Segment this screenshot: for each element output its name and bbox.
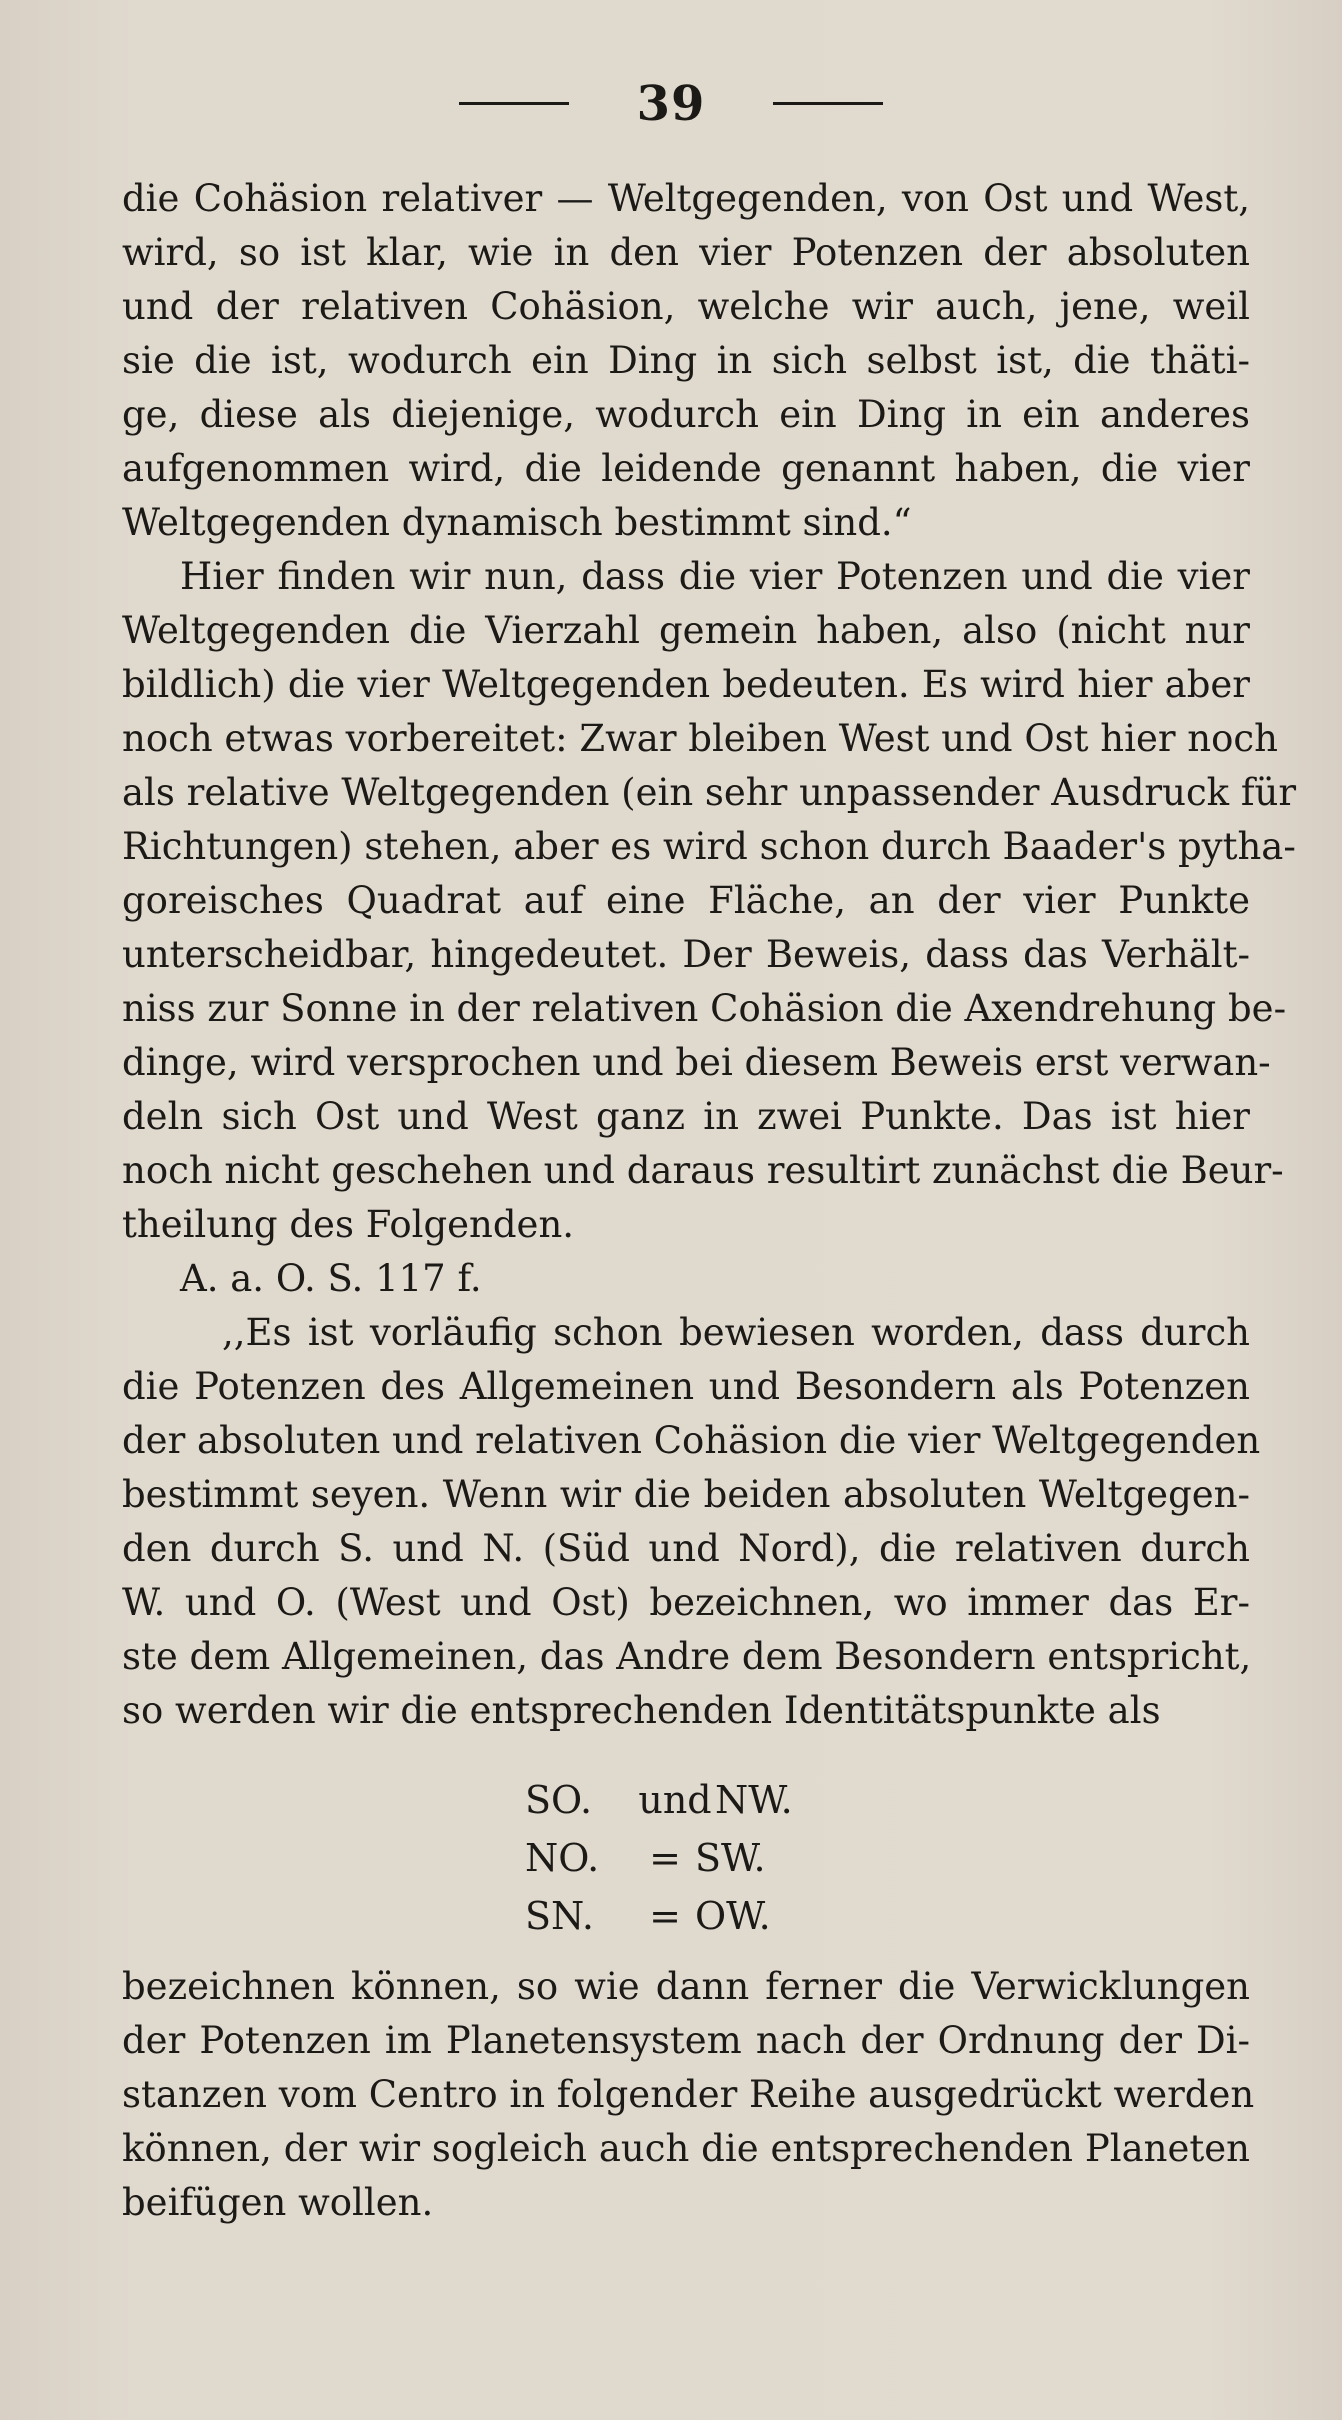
text-line: ste dem Allgemeinen, das Andre dem Besondern entspricht, xyxy=(122,1635,1252,1678)
header-rule-right xyxy=(773,102,883,105)
formula-right: OW. xyxy=(695,1894,771,1938)
text-line: beifügen wollen. xyxy=(122,2181,434,2224)
text-line: W. und O. (West und Ost) bezeichnen, wo immer das Er- xyxy=(122,1581,1250,1624)
text-line: niss zur Sonne in der relativen Cohäsion die Axendrehung be- xyxy=(122,987,1287,1030)
text-line: die Cohäsion relativer — Weltgegenden, von Ost und West, xyxy=(122,177,1250,220)
text-line: ,,Es ist vorläufig schon bewiesen worden, dass durch xyxy=(222,1311,1250,1354)
paragraph-commentary xyxy=(122,550,1297,1252)
formula-mid: = xyxy=(649,1836,681,1880)
text-line: noch nicht geschehen und daraus resultirt zunächst die Beur- xyxy=(122,1149,1284,1192)
text-line: als relative Weltgegenden (ein sehr unpassender Ausdruck für xyxy=(122,771,1297,814)
text-line: dinge, wird versprochen und bei diesem Beweis erst verwan- xyxy=(122,1041,1271,1084)
formula-mid: = xyxy=(649,1894,681,1938)
text-line: Weltgegenden dynamisch bestimmt sind.“ xyxy=(122,501,912,544)
text-line: Richtungen) stehen, aber es wird schon durch Baader's pytha- xyxy=(122,825,1296,868)
formula-right: SW. xyxy=(695,1836,766,1880)
text-line: Weltgegenden die Vierzahl gemein haben, also (nicht nur xyxy=(122,609,1250,652)
citation-text: A. a. O. S. 117 f. xyxy=(180,1257,482,1300)
text-line: wird, so ist klar, wie in den vier Potenzen der absoluten xyxy=(122,231,1250,274)
text-line: bildlich) die vier Weltgegenden bedeuten. Es wird hier aber xyxy=(122,663,1250,706)
formula-row xyxy=(525,1771,793,1829)
citation xyxy=(122,1252,1250,1306)
text-line: die Potenzen des Allgemeinen und Besondern als Potenzen xyxy=(122,1365,1250,1408)
text-line: der absoluten und relativen Cohäsion die vier Weltgegenden xyxy=(122,1419,1261,1462)
text-line: aufgenommen wird, die leidende genannt haben, die vier xyxy=(122,447,1250,490)
page-number: 39 xyxy=(636,75,706,132)
paragraph-quote xyxy=(122,1306,1261,1738)
text-line: theilung des Folgenden. xyxy=(122,1203,575,1246)
text-line: deln sich Ost und West ganz in zwei Punkte. Das ist hier xyxy=(122,1095,1250,1138)
formula-row xyxy=(525,1887,793,1945)
text-line: den durch S. und N. (Süd und Nord), die relativen durch xyxy=(122,1527,1250,1570)
text-line: goreisches Quadrat auf eine Fläche, an der vier Punkte xyxy=(122,879,1250,922)
paragraph-quote-end xyxy=(122,172,1250,550)
formula-left: SO. xyxy=(525,1778,593,1822)
page-header xyxy=(0,72,1342,132)
formula-row xyxy=(525,1829,793,1887)
formula-left: NO. xyxy=(525,1836,600,1880)
identity-points-table xyxy=(525,1771,793,1945)
text-line: können, der wir sogleich auch die entsprechenden Planeten xyxy=(122,2127,1250,2170)
paragraph-continuation xyxy=(122,1960,1255,2230)
text-line: Hier finden wir nun, dass die vier Potenzen und die vier xyxy=(180,555,1250,598)
formula-mid: und xyxy=(638,1778,712,1822)
text-line: stanzen vom Centro in folgender Reihe ausgedrückt werden xyxy=(122,2073,1255,2116)
text-line: ge, diese als diejenige, wodurch ein Ding in ein anderes xyxy=(122,393,1250,436)
formula-left: SN. xyxy=(525,1894,594,1938)
text-line: noch etwas vorbereitet: Zwar bleiben West und Ost hier noch xyxy=(122,717,1278,760)
header-rule-left xyxy=(459,102,569,105)
text-line: so werden wir die entsprechenden Identitätspunkte als xyxy=(122,1689,1161,1732)
text-line: und der relativen Cohäsion, welche wir auch, jene, weil xyxy=(122,285,1250,328)
formula-right: NW. xyxy=(715,1778,793,1822)
text-line: der Potenzen im Planetensystem nach der Ordnung der Di- xyxy=(122,2019,1250,2062)
text-line: bestimmt seyen. Wenn wir die beiden absoluten Weltgegen- xyxy=(122,1473,1250,1516)
text-line: unterscheidbar, hingedeutet. Der Beweis, dass das Verhält- xyxy=(122,933,1250,976)
text-line: bezeichnen können, so wie dann ferner die Verwicklungen xyxy=(122,1965,1250,2008)
text-line: sie die ist, wodurch ein Ding in sich selbst ist, die thäti- xyxy=(122,339,1250,382)
